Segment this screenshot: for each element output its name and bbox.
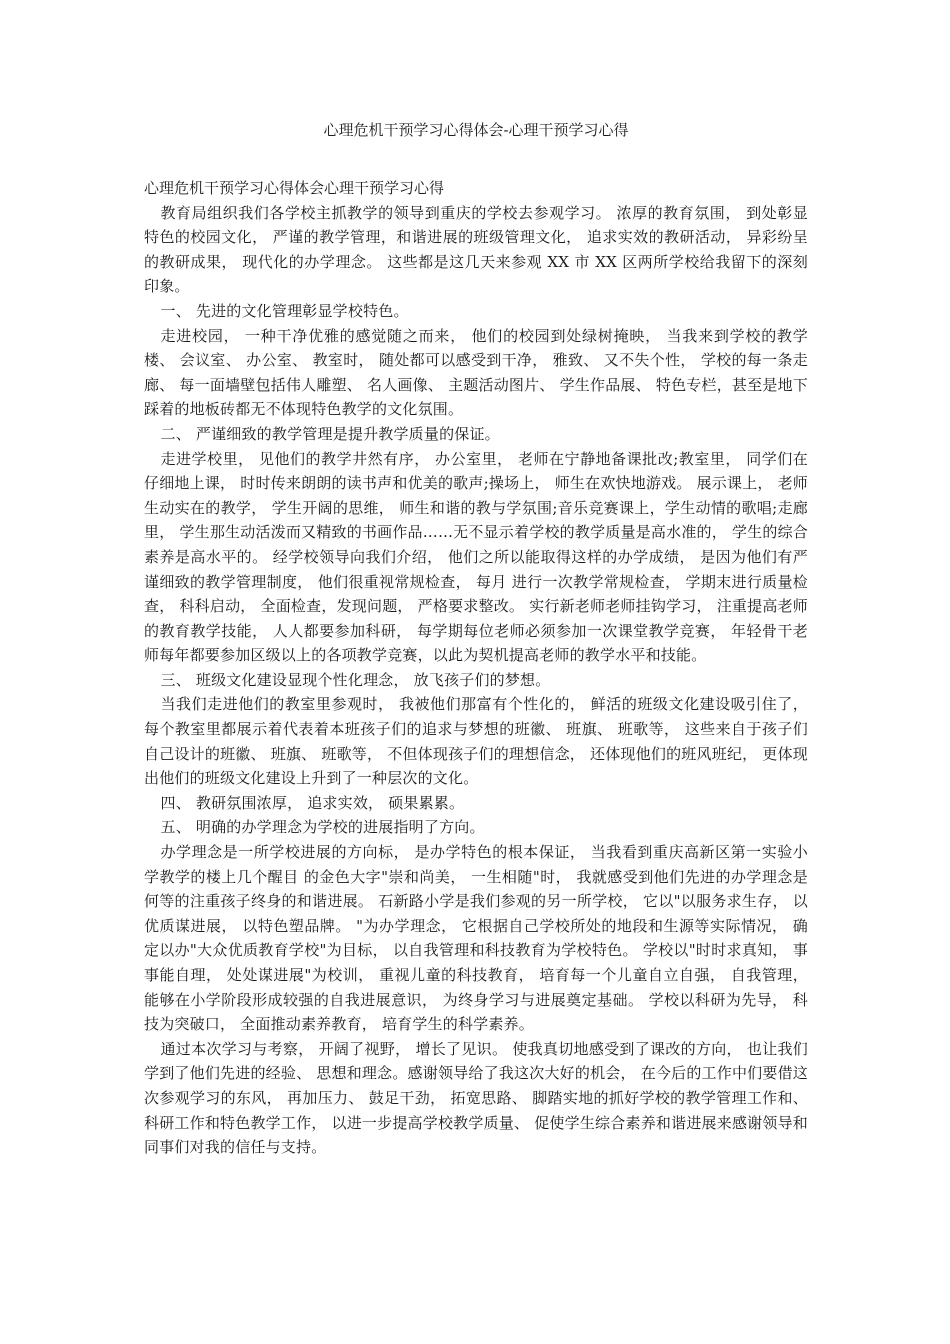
- section-heading-4: 四、 教研氛围浓厚， 追求实效， 硕果累累。: [160, 793, 465, 812]
- section-heading-1: 一、 先进的文化管理彰显学校特色。: [160, 301, 409, 320]
- paragraph-section-5: 办学理念是一所学校进展的方向标， 是办学特色的根本保证， 当我看到重庆高新区第一实验小学教学的楼上几个醒目 的金色大字"崇和尚美， 一生相随"时， 我就感受到他们先进的办学理念是何等的注重孩子终身的和谐进展。 石新路小学是我们参观的另一所学校， 它以"以服务求生存， 以优质谋进展， 以特色塑品牌。 "为办学理念， 它根据自己学校所处的地段和生源等实际情况， 确定以办"大众优质教育学校"为目标， 以自我管理和科技教育为学校特色。 学校以"时时求真知， 事事能自理， 处处谋进展"为校训， 重视儿童的科技教育， 培育每一个儿童自立自强， 自我管理， 能够在小学阶段形成较强的自我进展意识， 为终身学习与进展奠定基础。 学校以科研为先导， 科技为突破口， 全面推动素养教育， 培育学生的科学素养。: [144, 843, 808, 1034]
- paragraph-intro: 教育局组织我们各学校主抓教学的领导到重庆的学校去参观学习。 浓厚的教育氛围， 到处彰显特色的校园文化， 严谨的教学管理，和谐进展的班级管理文化， 追求实效的教研活动， 异彩纷呈的教研成果， 现代化的办学理念。 这些都是这几天来参观 XX 市 XX 区两所学校给我留下的深刻印象。: [144, 203, 808, 296]
- paragraph-conclusion: 通过本次学习与考察， 开阔了视野， 增长了见识。 使我真切地感受到了课改的方向， 也让我们学到了他们先进的经验、 思想和理念。感谢领导给了我这次大好的机会， 在今后的工作中们要借这次参观学习的东风， 再加压力、 鼓足干劲， 拓宽思路、 脚踏实地的抓好学校的教学管理工作和、 科研工作和特色教学工作， 以进一步提高学校教学质量、 促使学生综合素养和谐进展来感谢领导和同事们对我的信任与支持。: [144, 1039, 808, 1157]
- section-heading-5: 五、 明确的办学理念为学校的进展指明了方向。: [160, 818, 485, 837]
- paragraph-section-1: 走进校园， 一种干净优雅的感觉随之而来， 他们的校园到处绿树掩映， 当我来到学校的教学楼、 会议室、 办公室、 教室时， 随处都可以感受到干净， 雅致、 又不失个性， 学校的每一条走廊、 每一面墙壁包括伟人雕塑、 名人画像、 主题活动图片、 学生作品展、 特色专栏，甚至是地下踩着的地板砖都无不体现特色教学的文化氛围。: [144, 326, 808, 419]
- document-page: [144, 120, 808, 1160]
- section-heading-3: 三、 班级文化建设显现个性化理念， 放飞孩子们的梦想。: [160, 670, 551, 689]
- paragraph-section-2: 走进学校里， 见他们的教学井然有序， 办公室里， 老师在宁静地备课批改;教室里， 同学们在仔细地上课， 时时传来朗朗的读书声和优美的歌声;操场上， 师生在欢快地游戏。 展示课上， 老师生动实在的教学， 学生开阔的思维， 师生和谐的教与学氛围;音乐竞赛课上，学生动情的歌唱;走廊里， 学生那生动活泼而又精致的书画作品……无不显示着学校的教学质量是高水准的， 学生的综合素养是高水平的。 经学校领导向我们介绍， 他们之所以能取得这样的办学成绩， 是因为他们有严谨细致的教学管理制度， 他们很重视常规检查， 每月 进行一次教学常规检查， 学期末进行质量检查， 科科启动， 全面检查，发现问题， 严格要求整改。 实行新老师老师挂钩学习， 注重提高老师的教育教学技能， 人人都要参加科研， 每学期每位老师必须参加一次课堂教学竞赛， 年轻骨干老师每年都要参加区级以上的各项教学竞赛，以此为契机提高老师的教学水平和技能。: [144, 449, 808, 665]
- section-heading-2: 二、 严谨细致的教学管理是提升教学质量的保证。: [160, 424, 500, 443]
- document-subtitle: 心理危机干预学习心得体会心理干预学习心得: [144, 179, 445, 197]
- paragraph-section-3: 当我们走进他们的教室里参观时， 我被他们那富有个性化的， 鲜活的班级文化建设吸引住了， 每个教室里都展示着代表着本班孩子们的追求与梦想的班徽、 班旗、 班歌等， 这些来自于孩子们自己设计的班徽、 班旗、 班歌等， 不但体现孩子们的理想信念， 还体现他们的班风班纪， 更体现出他们的班级文化建设上升到了一种层次的文化。: [144, 695, 808, 788]
- document-title: 心理危机干预学习心得体会-心理干预学习心得: [323, 121, 629, 139]
